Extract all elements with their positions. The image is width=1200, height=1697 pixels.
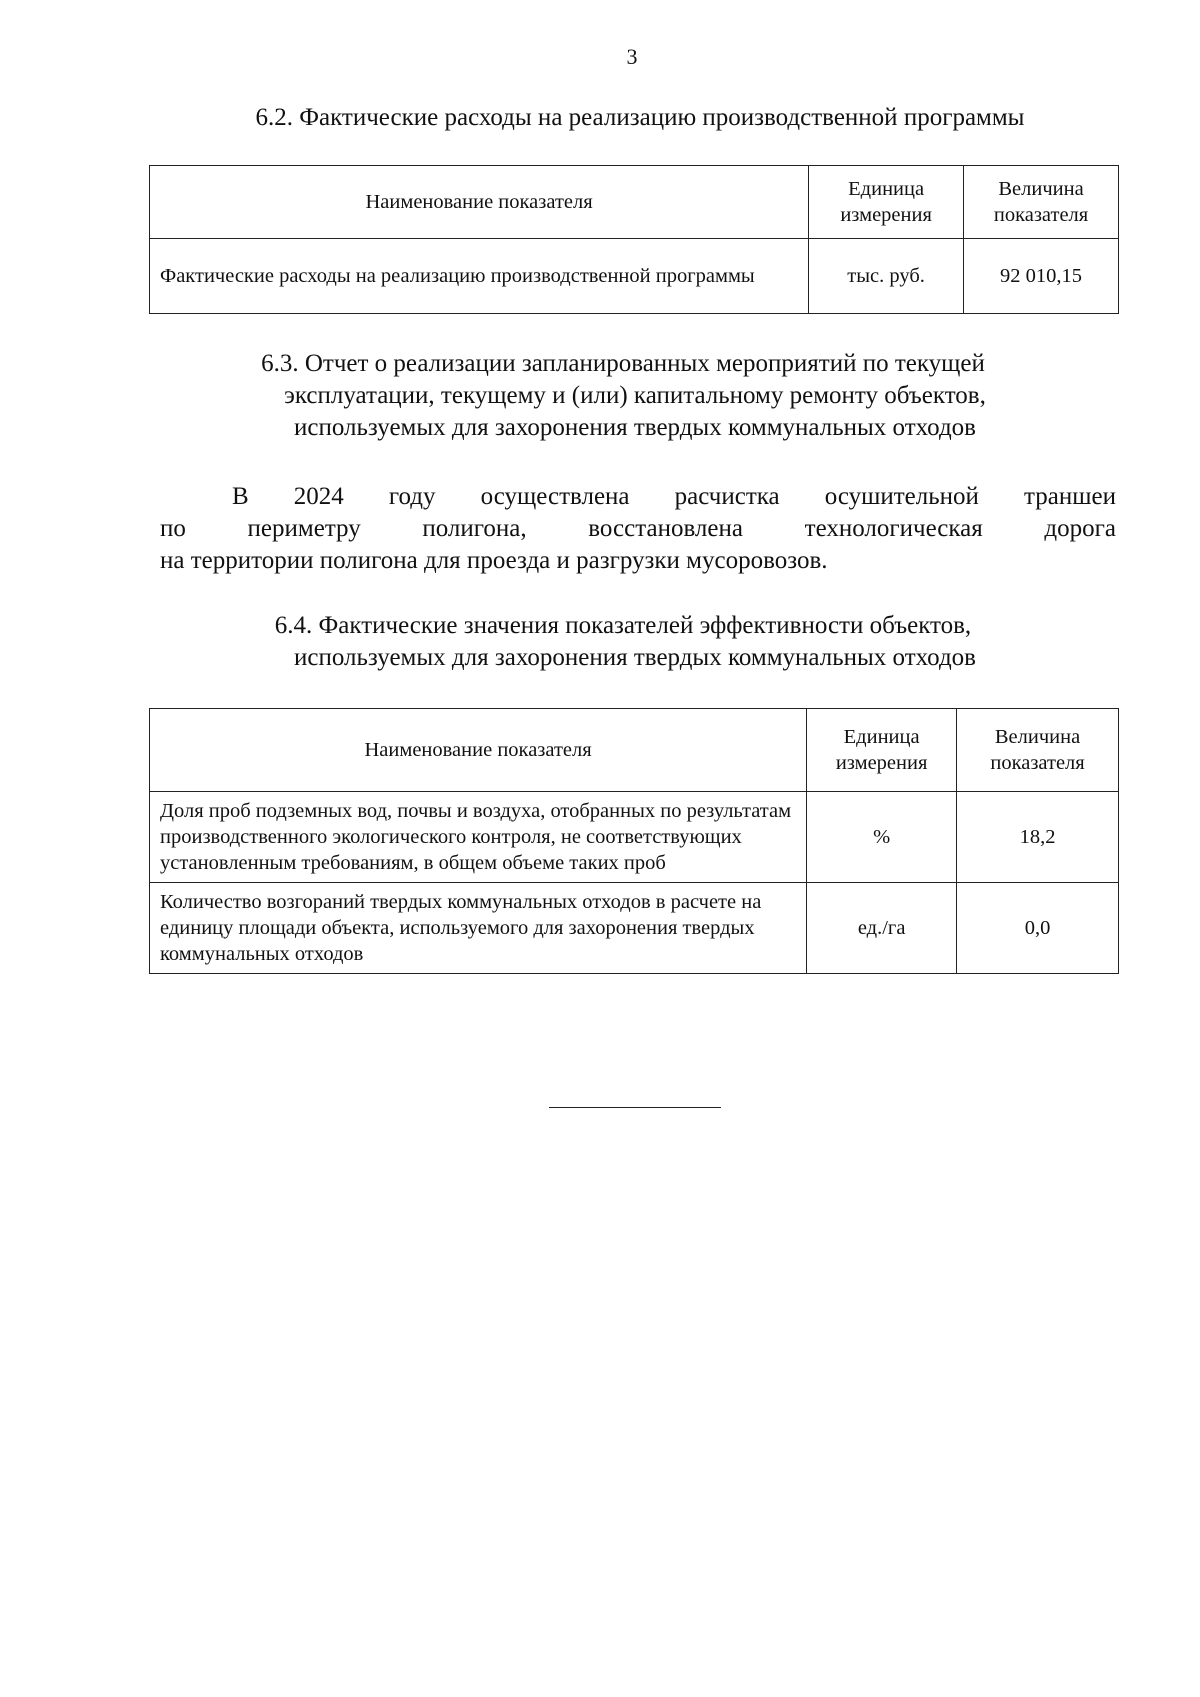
word: В [232,483,249,510]
efficiency-table [149,708,1119,974]
word: осушительной [824,483,979,510]
header-value: Величина показателя [964,166,1119,239]
page-number: 3 [626,44,638,69]
heading-line: 6.3. Отчет о реализации запланированных мероприятий по текущей [261,350,985,377]
word: технологическая [804,515,983,542]
section-6-3-paragraph [160,481,1116,577]
word: полигона, [422,515,527,542]
header-unit: Единица измерения [807,709,957,792]
heading-line: используемых для захоронения твердых коммунальных отходов [294,414,976,441]
word: дорога [1044,515,1116,542]
heading-line: используемых для захоронения твердых коммунальных отходов [294,644,976,671]
table-row [150,792,1119,883]
word: 2024 [293,483,344,510]
row-unit: % [807,792,957,883]
table-row [150,239,1119,314]
table-header-row [150,166,1119,239]
word: расчистка [674,483,780,510]
paragraph-line [160,513,1116,545]
word: периметру [247,515,361,542]
row-value: 18,2 [957,792,1119,883]
word: по [160,515,186,542]
header-unit: Единица измерения [809,166,964,239]
section-6-4-heading [210,610,1060,674]
row-name: Доля проб подземных вод, почвы и воздуха, отобранных по результатам производственного экологического контроля, не соответствующих установленным требованиям, в общем объеме таких проб [150,792,807,883]
paragraph-line [160,481,1116,513]
row-name: Фактические расходы на реализацию производственной программы [150,239,809,314]
table-header-row [150,709,1119,792]
word: траншеи [1024,483,1116,510]
heading-line: эксплуатации, текущему и (или) капитальному ремонту объектов, [284,382,986,409]
word: году [388,483,436,510]
row-unit: тыс. руб. [809,239,964,314]
end-rule [549,1107,721,1108]
row-value: 92 010,15 [964,239,1119,314]
expenses-table [149,165,1119,314]
header-name: Наименование показателя [150,166,809,239]
row-unit: ед./га [807,883,957,974]
header-value: Величина показателя [957,709,1119,792]
table-row [150,883,1119,974]
header-name: Наименование показателя [150,709,807,792]
word: осуществлена [480,483,630,510]
heading-line: 6.4. Фактические значения показателей эффективности объектов, [274,612,972,639]
word: восстановлена [588,515,743,542]
section-6-3-heading [210,348,1060,444]
section-6-2-heading: 6.2. Фактические расходы на реализацию производственной программы [255,104,1025,131]
row-value: 0,0 [957,883,1119,974]
row-name: Количество возгораний твердых коммунальных отходов в расчете на единицу площади объекта, используемого для захоронения твердых коммунальных отходов [150,883,807,974]
paragraph-line: на территории полигона для проезда и разгрузки мусоровозов. [160,547,828,574]
